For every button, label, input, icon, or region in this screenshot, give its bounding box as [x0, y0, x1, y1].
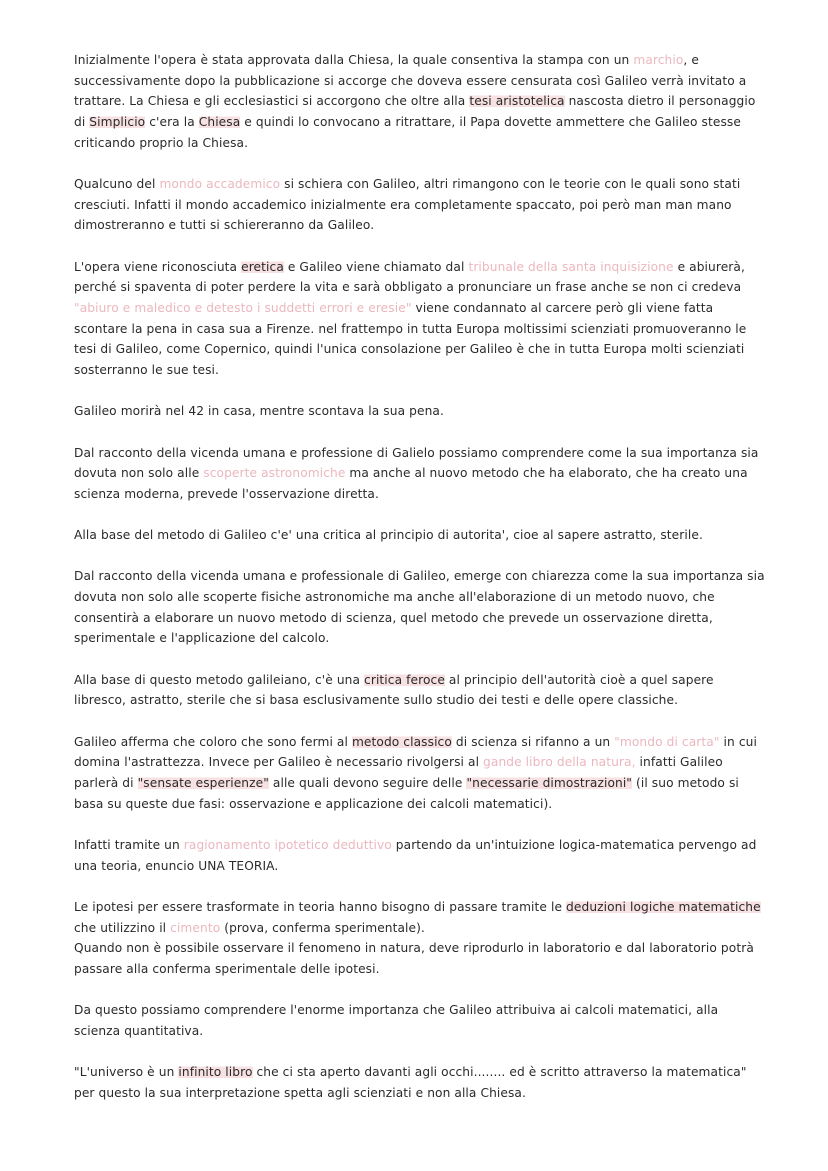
text-run: nascosta dietro il personaggio di [74, 94, 756, 130]
text-run: in cui domina l'astrattezza. Invece per Galileo è necessario rivolgersi al [74, 734, 757, 770]
highlighted-text: deduzioni logiche matematiche [566, 899, 761, 914]
text-run: Galileo afferma che coloro che sono fermi al [74, 734, 352, 749]
pink-text: gande libro della natura, [483, 755, 636, 770]
text-run: Da questo possiamo comprendere l'enorme importanza che Galileo attribuiva ai calcoli matematici, alla scienza quantitativa. [74, 1003, 719, 1038]
text-run: e quindi lo convocano a ritrattare, il Papa dovette ammettere che Galileo stesse criticando proprio la Chiesa. [74, 115, 741, 150]
highlighted-text: tesi aristotelica [469, 94, 565, 109]
text-run: (prova, conferma sperimentale). [220, 920, 425, 935]
text-run: Qualcuno del [74, 177, 160, 192]
paragraph [74, 401, 768, 422]
pink-text: scoperte astronomiche [203, 466, 346, 481]
highlighted-text: metodo classico [351, 734, 452, 749]
pink-text: "mondo di carta" [614, 734, 720, 749]
text-run: ma anche al nuovo metodo che ha elaborato, che ha creato una scienza moderna, prevede l'osservazione diretta. [74, 466, 748, 501]
text-run: , e successivamente dopo la pubblicazione si accorge che doveva essere censurata così Galileo verrà invitato a trattare. La Chiesa e gli ecclesiastici si accorgono che oltre alla [74, 53, 747, 109]
pink-text: tribunale della santa inquisizione [468, 259, 674, 274]
text-run: partendo da un'intuizione logica-matematica pervengo ad una teoria, enuncio UNA TEORIA. [74, 837, 757, 873]
text-run: alle quali devono seguire delle [268, 775, 467, 790]
text-run: al principio dell'autorità cioè a quel sapere libresco, astratto, sterile che si basa esclusivamente sullo studio dei testi e delle opere classiche. [74, 672, 714, 708]
paragraph [74, 50, 768, 154]
pink-text: mondo accademico [159, 177, 281, 192]
paragraph [74, 525, 768, 546]
text-run: c'era la [145, 115, 199, 130]
text-run: infatti Galileo parlerà di [74, 755, 723, 790]
highlighted-text: infinito libro [178, 1065, 253, 1080]
text-run: Alla base di questo metodo galileiano, c'è una [74, 672, 365, 687]
text-run: (il suo metodo si basa su queste due fasi: osservazione e applicazione dei calcoli matematici). [74, 775, 739, 811]
highlighted-text: Chiesa [198, 115, 241, 130]
highlighted-text: "necessarie dimostrazioni" [466, 775, 633, 790]
text-run: Infatti tramite un [74, 837, 184, 852]
text-run: che utilizzino il [74, 920, 171, 935]
paragraph [74, 732, 768, 815]
text-run: di scienza si rifanno a un [451, 734, 615, 749]
pink-text: cimento [170, 920, 221, 935]
text-run: Alla base del metodo di Galileo c'e' una critica al principio di autorita', cioe al sapere astratto, sterile. [74, 528, 703, 543]
paragraph [74, 566, 768, 649]
text-run: e Galileo viene chiamato dal [283, 259, 469, 274]
paragraph [74, 443, 768, 505]
paragraph [74, 1062, 768, 1103]
highlighted-text: "sensate esperienze" [137, 775, 269, 790]
pink-text: ragionamento ipotetico deduttivo [183, 837, 392, 852]
highlighted-text: eretica [241, 259, 284, 274]
text-run: Dal racconto della vicenda umana e professione di Galielo possiamo comprendere come la sua importanza sia dovuta non solo alle [74, 445, 759, 481]
highlighted-text: critica feroce [364, 672, 445, 687]
paragraph [74, 174, 768, 236]
highlighted-text: Simplicio [89, 115, 146, 130]
text-run: e abiurerà, perché si spaventa di poter perdere la vita e sarà obbligato a pronunciare un frase anche se non ci credeva [74, 259, 745, 295]
paragraph [74, 1000, 768, 1041]
text-run: L'opera viene riconosciuta [74, 259, 242, 274]
paragraph [74, 897, 768, 980]
paragraph [74, 257, 768, 381]
text-run: Inizialmente l'opera è stata approvata dalla Chiesa, la quale consentiva la stampa con un [74, 53, 634, 67]
text-run: si schiera con Galileo, altri rimangono con le teorie con le quali sono stati cresciuti. Infatti il mondo accademico inizialmente era completamente spaccato, poi però man man mano dimostreranno e tutti si schiereranno da Galileo. [74, 177, 741, 233]
paragraph [74, 670, 768, 711]
pink-text: marchio [633, 53, 684, 67]
paragraph [74, 835, 768, 876]
text-run: Le ipotesi per essere trasformate in teoria hanno bisogno di passare tramite le [74, 899, 567, 914]
text-run: che ci sta aperto davanti agli occhi........ ed è scritto attraverso la matematica" per questo la sua interpretazione spetta agli scienziati e non alla Chiesa. [74, 1065, 747, 1100]
text-run: Dal racconto della vicenda umana e professionale di Galileo, emerge con chiarezza come la sua importanza sia dovuta non solo alle scoperte fisiche astronomiche ma anche all'elaborazione di un metodo nuovo, che consentirà a elaborare un nuovo metodo di scienza, quel metodo che prevede un osservazione diretta, sperimentale e l'applicazione del calcolo. [74, 569, 765, 646]
pink-text: "abiuro e maledico e detesto i suddetti errori e eresie" [74, 301, 412, 316]
text-run: Galileo morirà nel 42 in casa, mentre scontava la sua pena. [74, 404, 444, 419]
text-run: Quando non è possibile osservare il fenomeno in natura, deve riprodurlo in laboratorio e dal laboratorio potrà passare alla conferma sperimentale delle ipotesi. [74, 941, 754, 976]
text-run: viene condannato al carcere però gli viene fatta scontare la pena in casa sua a Firenze. nel frattempo in tutta Europa moltissimi scienziati promuoveranno le tesi di Galileo, come Copernico, quindi l'unica consolazione per Galileo è che in tutta Europa molti scienziati sosterranno le sue tesi. [74, 301, 747, 378]
text-run: "L'universo è un [74, 1065, 179, 1080]
